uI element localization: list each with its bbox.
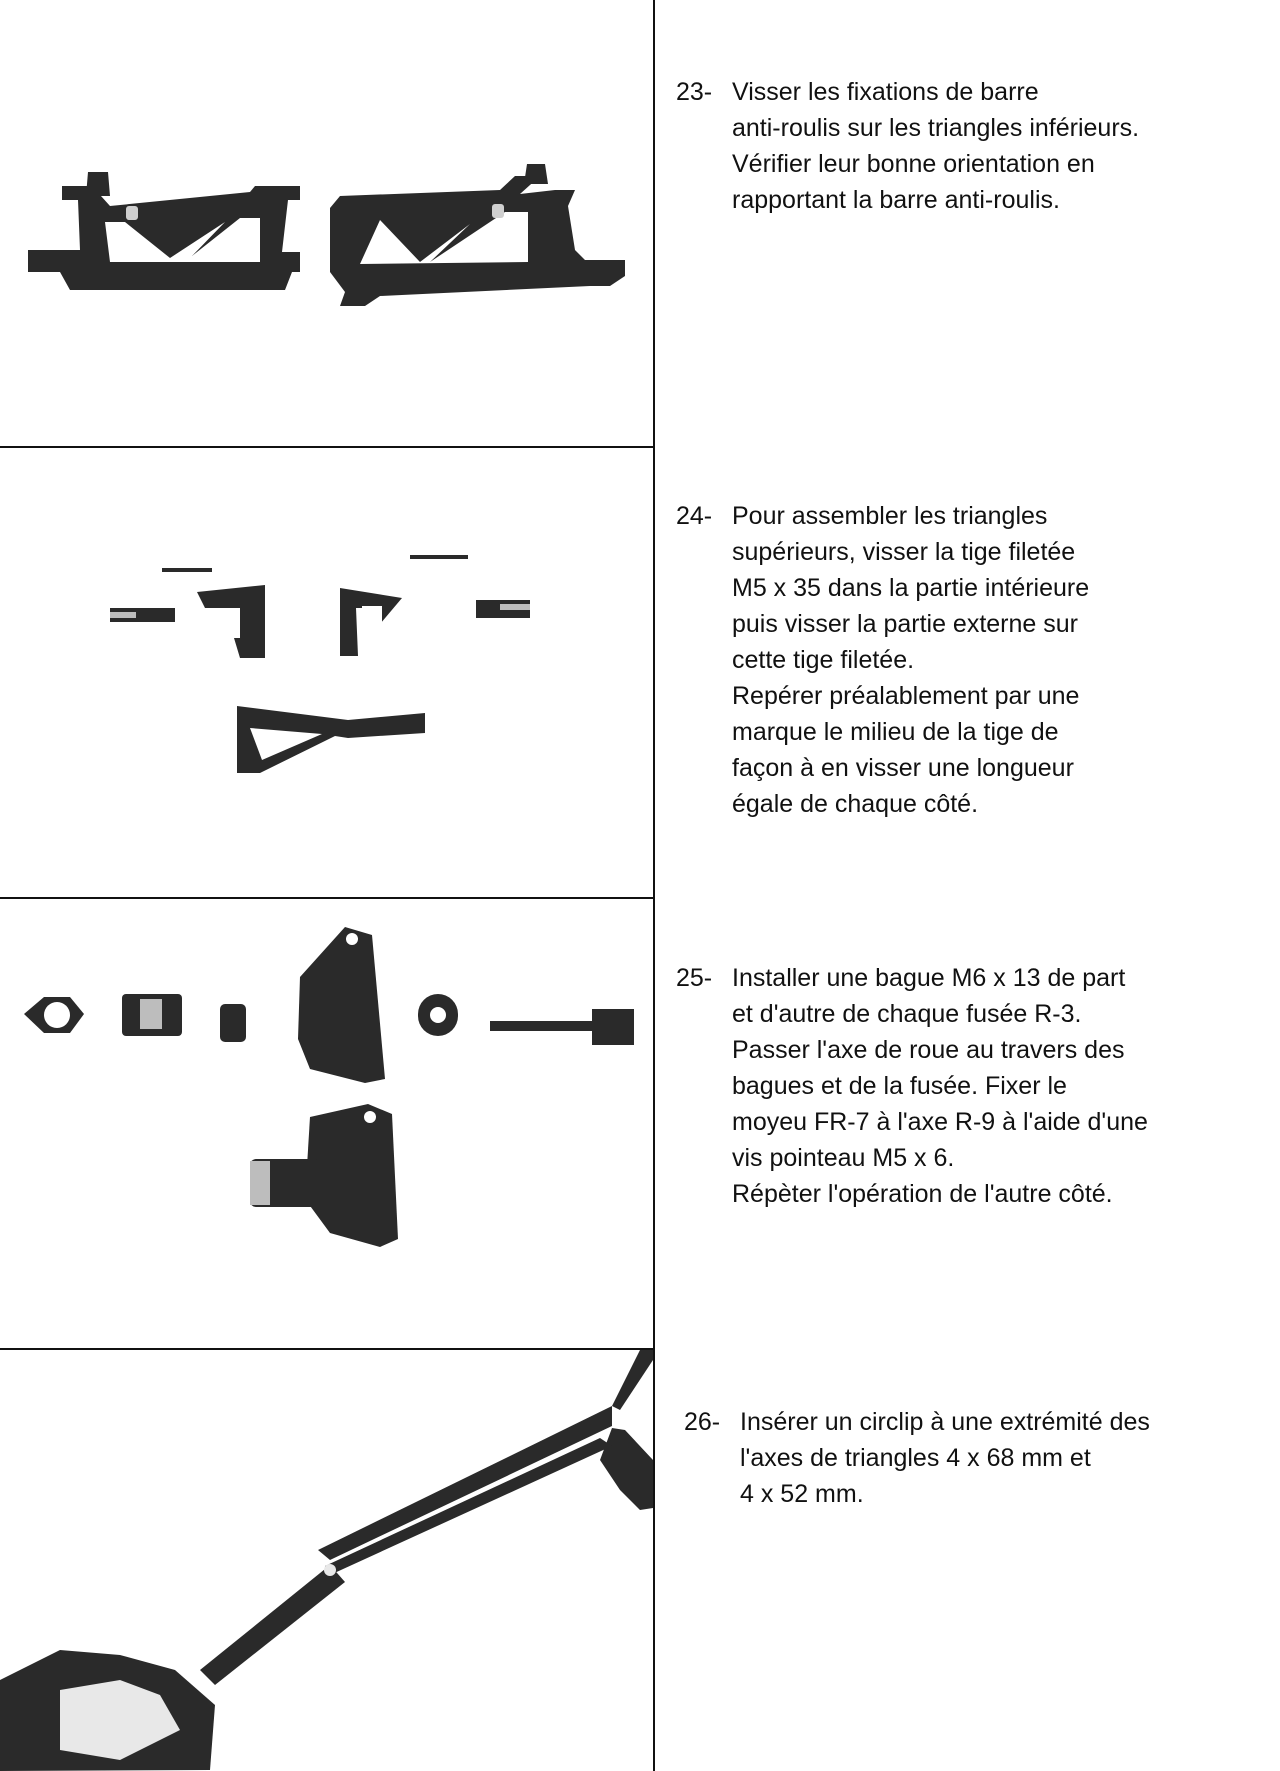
step-number: 26-: [684, 1408, 721, 1436]
step-line: Pour assembler les triangles: [732, 502, 1048, 530]
step-line: marque le milieu de la tige de: [732, 718, 1059, 746]
step-line: moyeu FR-7 à l'axe R-9 à l'aide d'une: [732, 1108, 1148, 1136]
step-line: bagues et de la fusée. Fixer le: [732, 1072, 1067, 1100]
step-line: vis pointeau M5 x 6.: [732, 1144, 955, 1172]
step-line: l'axes de triangles 4 x 68 mm et: [740, 1444, 1091, 1472]
upper-wishbones-photo: [0, 448, 653, 897]
step-description: [740, 1404, 1150, 1512]
step-description: [732, 74, 1139, 218]
step-description: [732, 960, 1148, 1212]
step-line: Installer une bague M6 x 13 de part: [732, 964, 1126, 992]
lower-wishbones-photo: [0, 0, 653, 446]
hub-assembly-photo: [0, 899, 653, 1348]
step-line: Vérifier leur bonne orientation en: [732, 150, 1095, 178]
step-line: et d'autre de chaque fusée R-3.: [732, 1000, 1082, 1028]
step-line: égale de chaque côté.: [732, 790, 979, 818]
step-line: supérieurs, visser la tige filetée: [732, 538, 1076, 566]
step-line: Passer l'axe de roue au travers des: [732, 1036, 1125, 1064]
circlip-pliers-photo: [0, 1350, 653, 1771]
step-line: rapportant la barre anti-roulis.: [732, 186, 1060, 214]
step-line: Répèter l'opération de l'autre côté.: [732, 1180, 1113, 1208]
step-line: 4 x 52 mm.: [740, 1480, 864, 1508]
step-line: Visser les fixations de barre: [732, 78, 1039, 106]
column-divider: [653, 0, 655, 1771]
step-line: M5 x 35 dans la partie intérieure: [732, 574, 1090, 602]
step-line: Repérer préalablement par une: [732, 682, 1080, 710]
step-line: façon à en visser une longueur: [732, 754, 1074, 782]
step-line: cette tige filetée.: [732, 646, 915, 674]
step-line: anti-roulis sur les triangles inférieurs.: [732, 114, 1140, 142]
step-number: 25-: [676, 964, 713, 992]
step-number: 23-: [676, 78, 713, 106]
step-line: puis visser la partie externe sur: [732, 610, 1078, 638]
step-number: 24-: [676, 502, 713, 530]
step-description: [732, 498, 1089, 822]
step-line: Insérer un circlip à une extrémité des: [740, 1408, 1150, 1436]
